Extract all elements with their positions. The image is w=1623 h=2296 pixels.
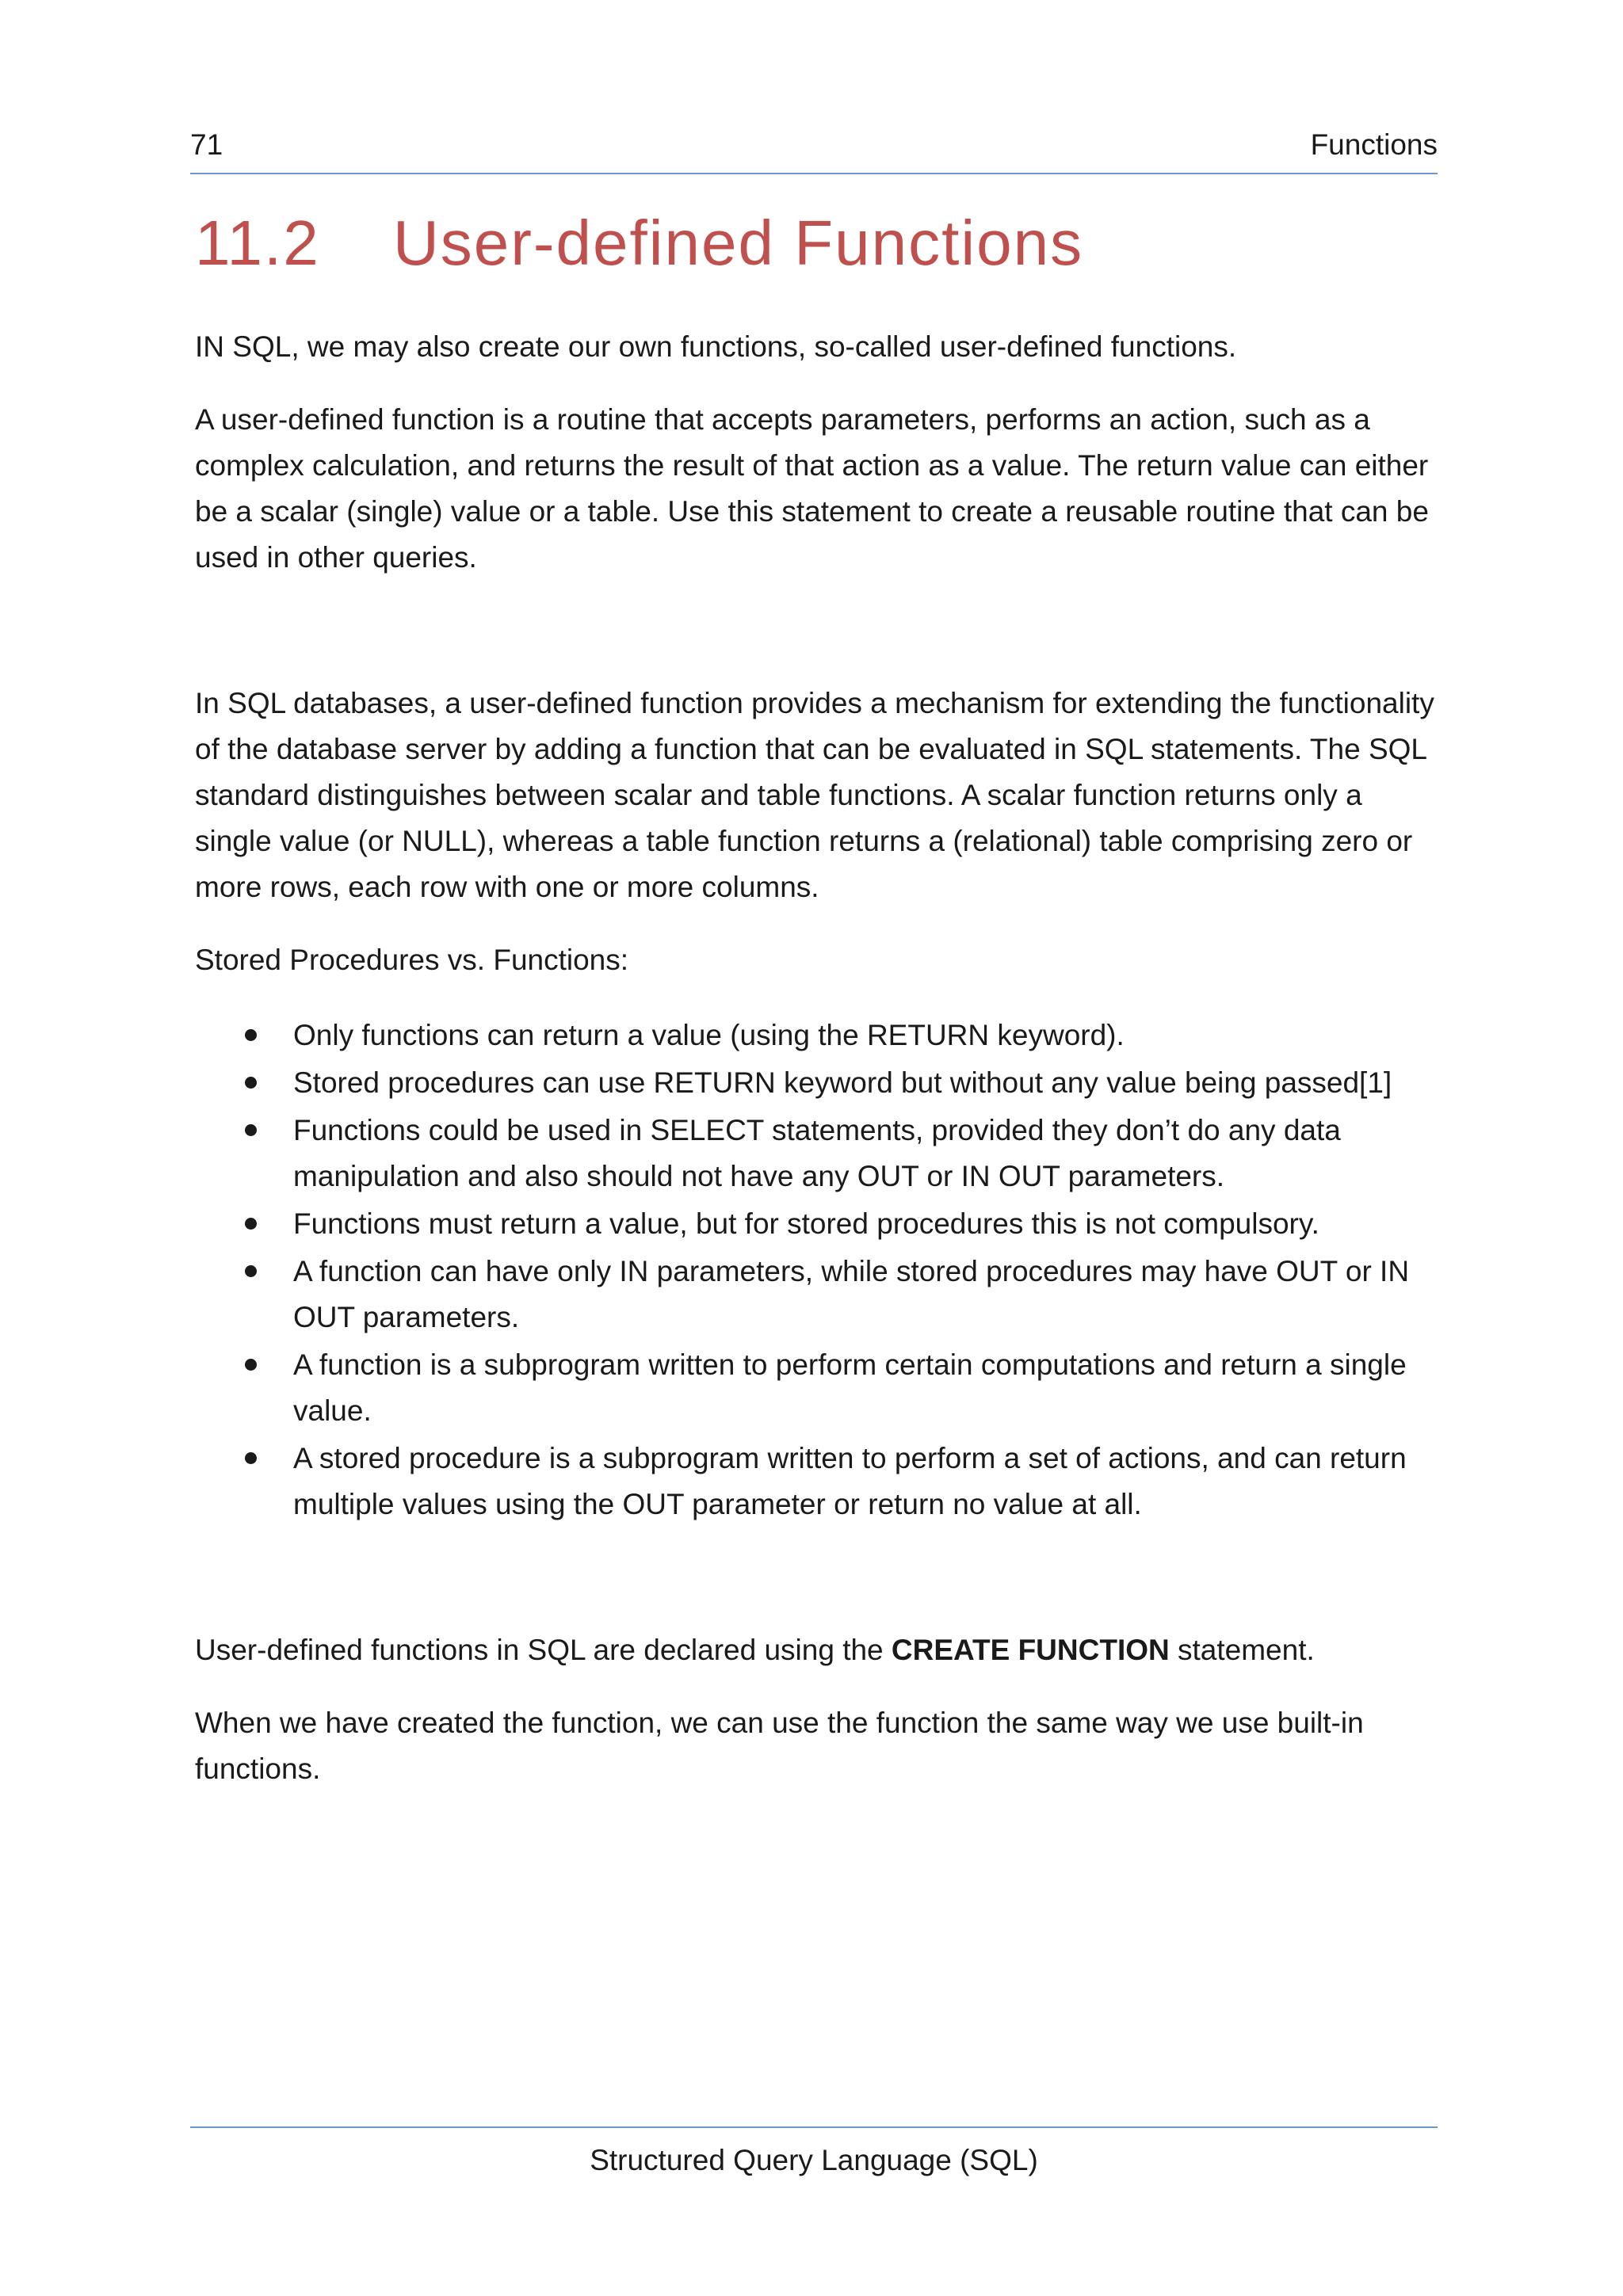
list-item-text: Functions must return a value, but for stored procedures this is not compulsory. <box>293 1207 1319 1240</box>
bullet-icon <box>245 1218 257 1230</box>
page-header <box>190 119 1438 174</box>
list-item-text: A function is a subprogram written to perform certain computations and return a single value. <box>293 1348 1407 1427</box>
list-item-text: Only functions can return a value (using the RETURN keyword). <box>293 1019 1125 1051</box>
paragraph-comparison-heading: Stored Procedures vs. Functions: <box>195 944 629 976</box>
paragraph-create-function <box>195 1627 1438 1673</box>
bullet-icon <box>245 1029 257 1041</box>
create-function-text-before: User-defined functions in SQL are declared using the <box>195 1634 892 1666</box>
paragraph-usage: When we have created the function, we can use the function the same way we use built-in functions. <box>195 1707 1364 1785</box>
list-item <box>195 1342 1438 1434</box>
list-item <box>195 1060 1438 1106</box>
list-item <box>195 1249 1438 1341</box>
create-function-keyword: CREATE FUNCTION <box>891 1634 1170 1666</box>
list-item <box>195 1436 1438 1527</box>
section-title: User-defined Functions <box>393 208 1084 278</box>
create-function-text-after: statement. <box>1169 1634 1315 1666</box>
footer-title: Structured Query Language (SQL) <box>590 2144 1038 2176</box>
paragraph-sql-databases: In SQL databases, a user-defined function provides a mechanism for extending the functionality of the database server by adding a function that can be evaluated in SQL statements. The SQL standard distinguishes between scalar and table functions. A scalar function returns only a single value (or NULL), whereas a table function returns a (relational) table comprising zero or more rows, each row with one or more columns. <box>195 687 1434 903</box>
list-item-text: Functions could be used in SELECT statements, provided they don’t do any data manipulation and also should not have any OUT or IN OUT parameters. <box>293 1114 1341 1192</box>
page-footer <box>190 2126 1438 2187</box>
page-number: 71 <box>190 128 223 161</box>
bullet-icon <box>245 1077 257 1089</box>
list-item-text: A stored procedure is a subprogram written to perform a set of actions, and can return multiple values using the OUT parameter or return no value at all. <box>293 1442 1407 1520</box>
list-item-text: A function can have only IN parameters, while stored procedures may have OUT or IN OUT parameters. <box>293 1255 1410 1333</box>
bullet-icon <box>245 1124 257 1136</box>
list-item <box>195 1108 1438 1199</box>
running-title: Functions <box>1310 128 1438 161</box>
list-item <box>195 1013 1438 1058</box>
section-heading <box>195 202 1438 284</box>
list-item-text: Stored procedures can use RETURN keyword but without any value being passed[1] <box>293 1066 1392 1099</box>
paragraph-definition: A user-defined function is a routine that accepts parameters, performs an action, such as a complex calculation, and returns the result of that action as a value. The return value can either be a scalar (single) value or a table. Use this statement to create a reusable routine that can be used in other queries. <box>195 403 1429 574</box>
bullet-icon <box>245 1265 257 1277</box>
bullet-icon <box>245 1359 257 1371</box>
section-number: 11.2 <box>195 208 320 278</box>
bullet-icon <box>245 1452 257 1464</box>
list-item <box>195 1201 1438 1247</box>
paragraph-intro: IN SQL, we may also create our own functions, so-called user-defined functions. <box>195 330 1237 363</box>
page-content <box>195 202 1438 1792</box>
comparison-bullet-list <box>195 1013 1438 1527</box>
